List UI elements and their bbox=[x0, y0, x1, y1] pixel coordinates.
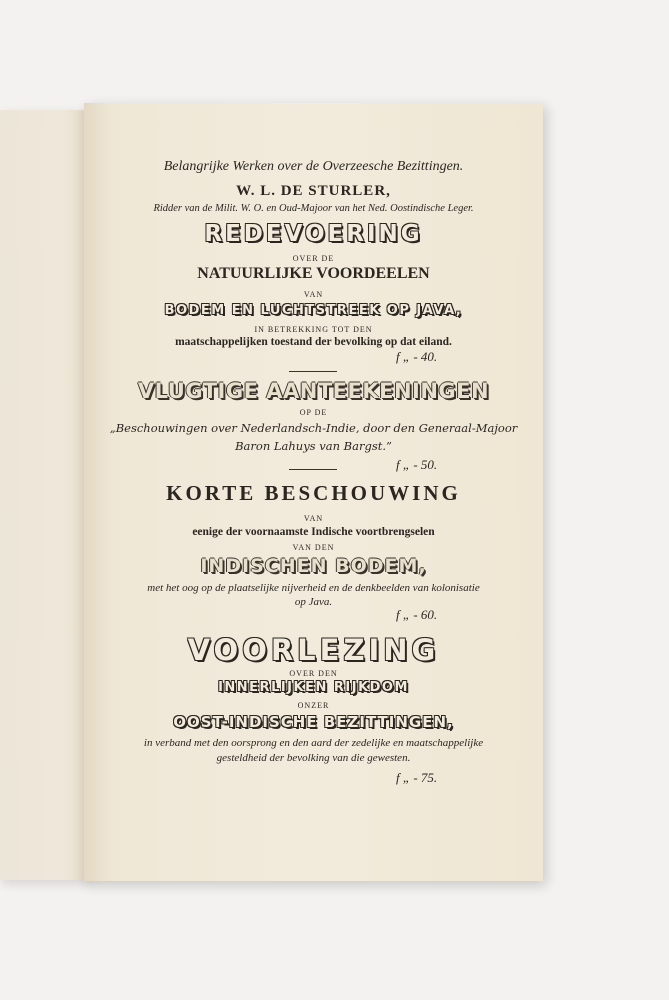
work3-van-den: VAN DEN bbox=[292, 543, 335, 552]
work1-in-betrekking: IN BETREKKING TOT DEN bbox=[254, 325, 373, 334]
work4-line2: gesteldheid der bevolking van die gewesten. bbox=[216, 752, 411, 764]
work2-op-de: OP DE bbox=[299, 408, 328, 417]
work1-subject: NATUURLIJKE VOORDEELEN bbox=[197, 265, 430, 282]
work2-title: VLUGTIGE AANTEEKENINGEN bbox=[137, 379, 490, 403]
work2-price: f „ - 50. bbox=[396, 457, 438, 472]
work4-price: f „ - 75. bbox=[396, 770, 438, 785]
book-back-cover bbox=[0, 110, 90, 880]
book-page bbox=[84, 103, 543, 881]
work4-onzer: ONZER bbox=[297, 701, 330, 710]
divider-rule bbox=[289, 371, 337, 372]
work1-title: REDEVOERING bbox=[204, 221, 423, 247]
work4-title: VOORLEZING bbox=[187, 633, 440, 667]
work3-subject: INDISCHEN BODEM, bbox=[200, 555, 427, 577]
work3-title: KORTE BESCHOUWING bbox=[166, 481, 461, 505]
work3-line1: eenige der voornaamste Indische voortbrengselen bbox=[192, 526, 435, 538]
work4-line1: in verband met den oorsprong en den aard der zedelijke en maatschappelijke bbox=[143, 737, 484, 749]
work3-price: f „ - 60. bbox=[396, 607, 438, 622]
author-name: W. L. DE STURLER, bbox=[236, 183, 391, 199]
work1-price: f „ - 40. bbox=[396, 349, 438, 364]
work2-line2: Baron Lahuys van Bargst.” bbox=[235, 439, 392, 453]
work4-subject: INNERLIJKEN RIJKDOM bbox=[218, 680, 409, 695]
divider-rule bbox=[289, 469, 337, 470]
work3-line2: met het oog op de plaatselijke nijverheid en de denkbeelden van kolonisatie bbox=[147, 582, 480, 594]
author-title: Ridder van de Milit. W. O. en Oud-Majoor van het Ned. Oostindische Leger. bbox=[153, 203, 474, 214]
work3-van: VAN bbox=[303, 514, 324, 523]
work2-line1: „Beschouwingen over Nederlandsch-Indie, door den Generaal-Majoor bbox=[109, 421, 518, 435]
work4-over-den: OVER DEN bbox=[289, 669, 338, 678]
work1-subject2: BODEM EN LUCHTSTREEK OP JAVA, bbox=[164, 303, 463, 318]
series-title: Belangrijke Werken over de Overzeesche Bezittingen. bbox=[163, 159, 464, 174]
work4-subject2: OOST-INDISCHE BEZITTINGEN, bbox=[173, 713, 454, 731]
work1-over-de: OVER DE bbox=[292, 254, 335, 263]
work1-van: VAN bbox=[303, 290, 324, 299]
work3-line3: op Java. bbox=[294, 596, 333, 608]
work1-condition: maatschappelijken toestand der bevolking op dat eiland. bbox=[175, 336, 452, 348]
